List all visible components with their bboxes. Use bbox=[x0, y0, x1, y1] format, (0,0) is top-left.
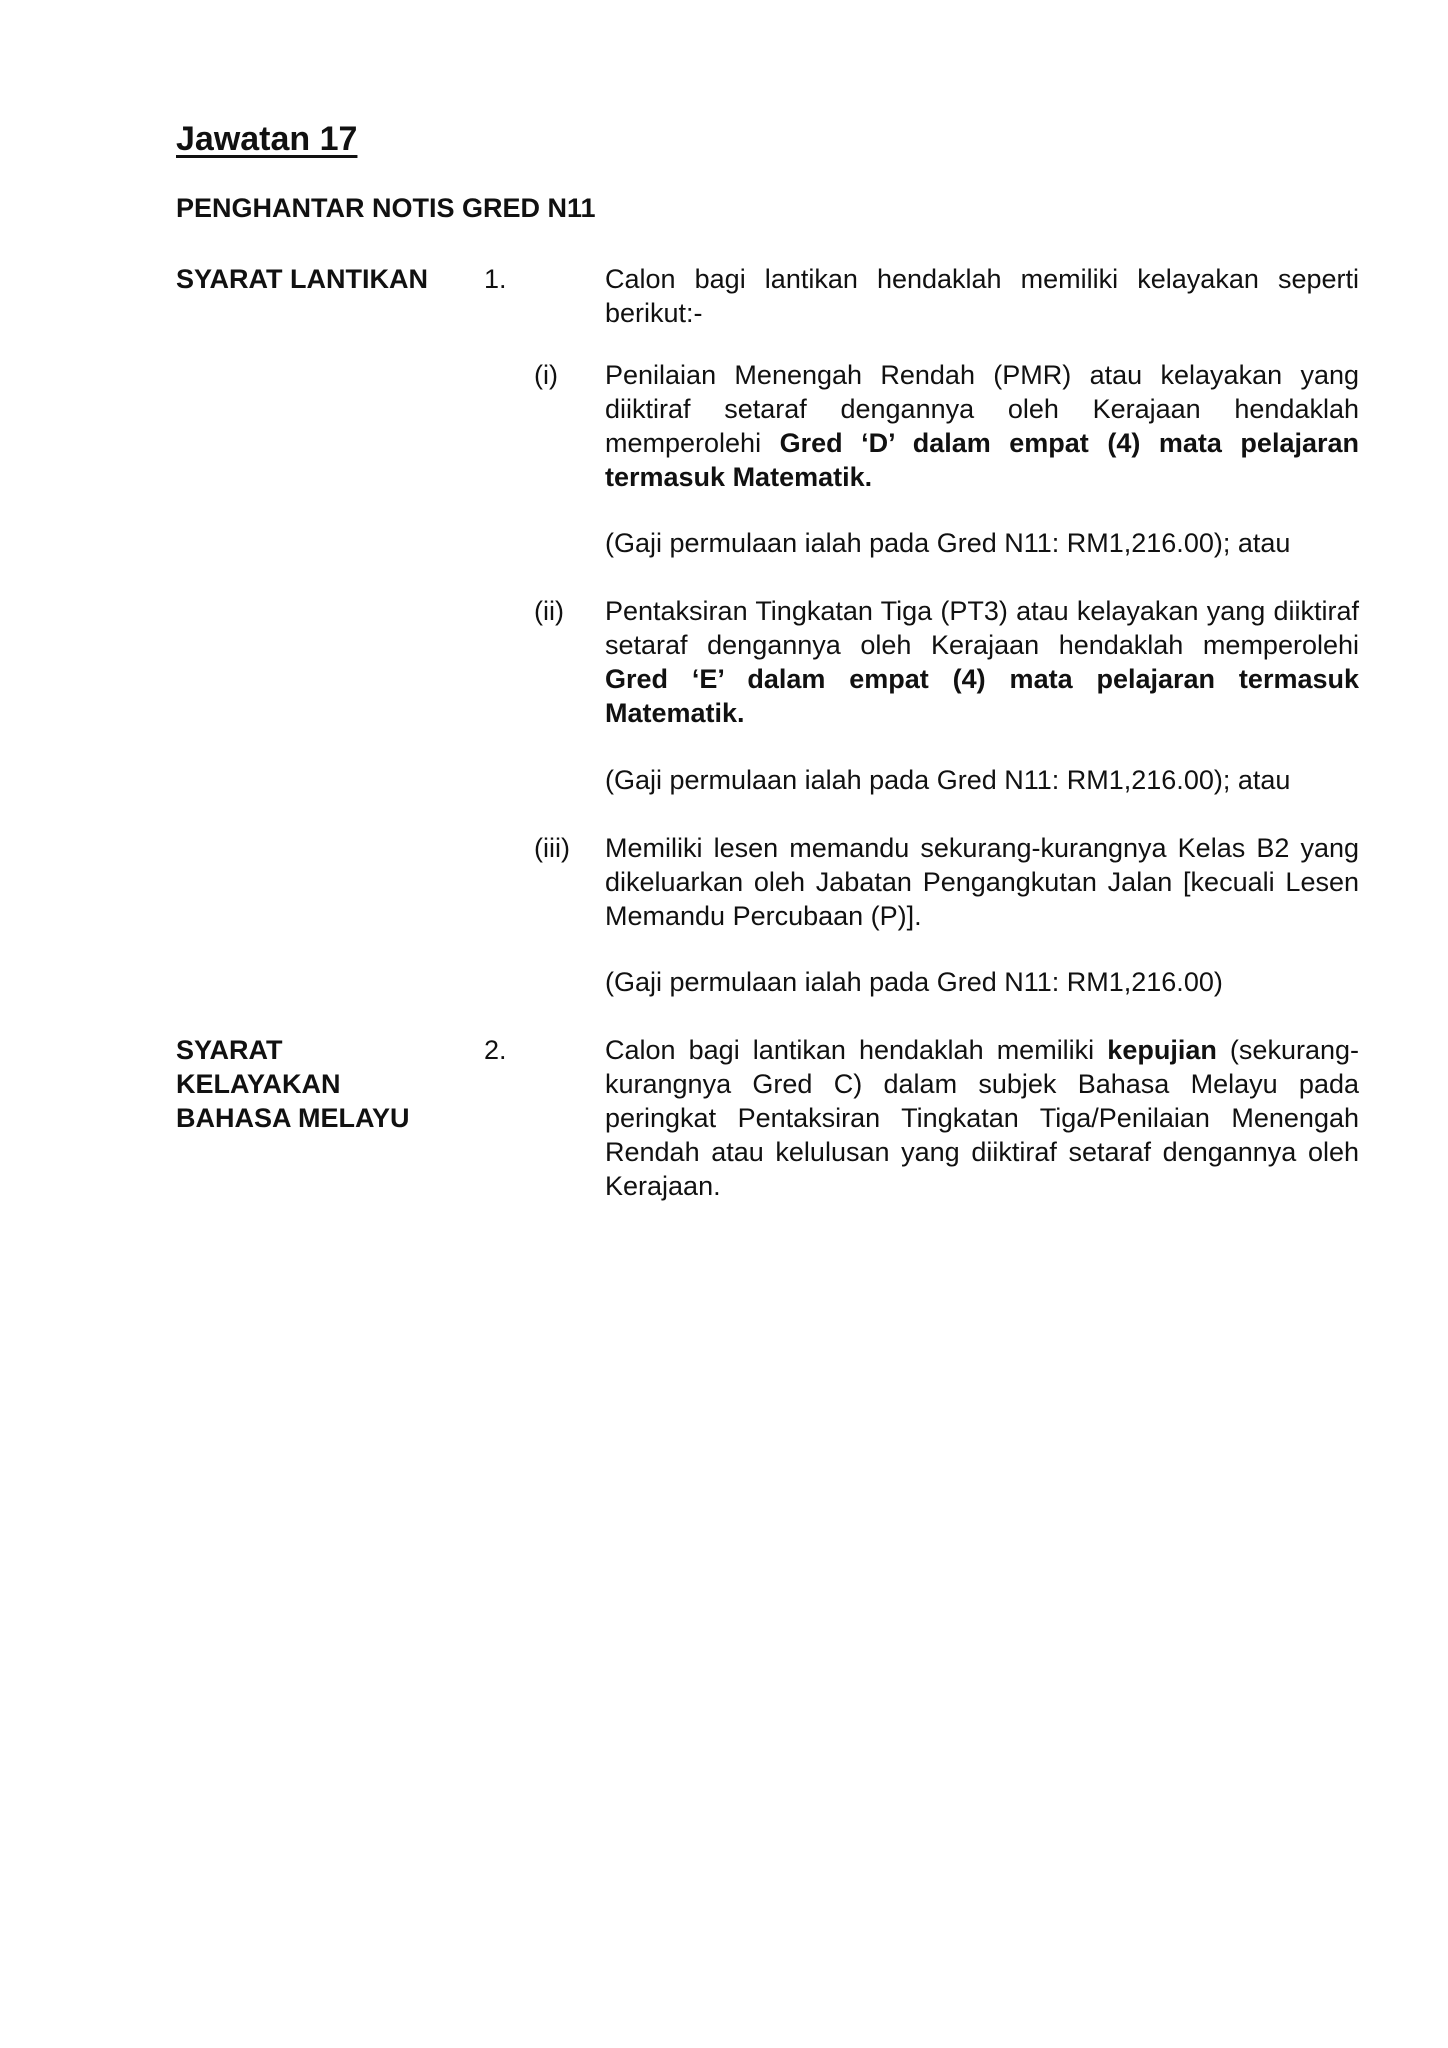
section-2-label-line: KELAYAKAN bbox=[176, 1069, 341, 1099]
item-ii-text-bold: Gred ‘E’ dalam empat (4) mata pelajaran termasuk Matematik. bbox=[605, 664, 1359, 728]
section-2-label-line: SYARAT bbox=[176, 1035, 283, 1065]
position-name: PENGHANTAR NOTIS GRED N11 bbox=[176, 193, 596, 223]
item-i-text-regular: Penilaian Menengah Rendah (PMR) atau kelayakan yang diiktiraf setaraf dengannya oleh Kerajaan hendaklah memperolehi bbox=[605, 360, 1359, 458]
section-2-text bbox=[605, 1033, 1359, 1203]
section-2-text-bold: kepujian bbox=[1107, 1035, 1217, 1065]
item-iii-salary: (Gaji permulaan ialah pada Gred N11: RM1,216.00) bbox=[605, 967, 1223, 997]
item-iii-text bbox=[605, 831, 1359, 933]
item-i-text-bold: Gred ‘D’ dalam empat (4) mata pelajaran termasuk Matematik. bbox=[605, 428, 1359, 492]
item-iii-text-regular: Memiliki lesen memandu sekurang-kurangnya Kelas B2 yang dikeluarkan oleh Jabatan Pengangkutan Jalan [kecuali Lesen Memandu Percubaan (P)]. bbox=[605, 833, 1359, 931]
section-number-2: 2. bbox=[484, 1035, 507, 1065]
section-2-text-regular: Calon bagi lantikan hendaklah memiliki bbox=[605, 1035, 1108, 1065]
item-ii-salary: (Gaji permulaan ialah pada Gred N11: RM1,216.00); atau bbox=[605, 765, 1291, 795]
item-number-i: (i) bbox=[534, 360, 558, 390]
item-i-salary: (Gaji permulaan ialah pada Gred N11: RM1,216.00); atau bbox=[605, 528, 1291, 558]
item-number-iii: (iii) bbox=[534, 833, 570, 863]
document-title: Jawatan 17 bbox=[176, 120, 358, 158]
section-label-syarat-kelayakan bbox=[176, 1033, 410, 1135]
section-label-syarat-lantikan: SYARAT LANTIKAN bbox=[176, 264, 429, 294]
item-ii-text-regular: Pentaksiran Tingkatan Tiga (PT3) atau kelayakan yang diiktiraf setaraf dengannya oleh Kerajaan hendaklah memperolehi bbox=[605, 596, 1359, 660]
section-number-1: 1. bbox=[484, 264, 507, 294]
section-1-intro: Calon bagi lantikan hendaklah memiliki kelayakan seperti berikut:- bbox=[605, 264, 1359, 328]
item-i-text bbox=[605, 358, 1359, 494]
item-ii-text bbox=[605, 594, 1359, 730]
section-2-label-line: BAHASA MELAYU bbox=[176, 1103, 410, 1133]
section-2-text-regular-end: (sekurang-kurangnya Gred C) dalam subjek Bahasa Melayu pada peringkat Pentaksiran Tingkatan Tiga/Penilaian Menengah Rendah atau kelulusan yang diiktiraf setaraf dengannya oleh Kerajaan. bbox=[605, 1035, 1359, 1201]
item-number-ii: (ii) bbox=[534, 596, 564, 626]
